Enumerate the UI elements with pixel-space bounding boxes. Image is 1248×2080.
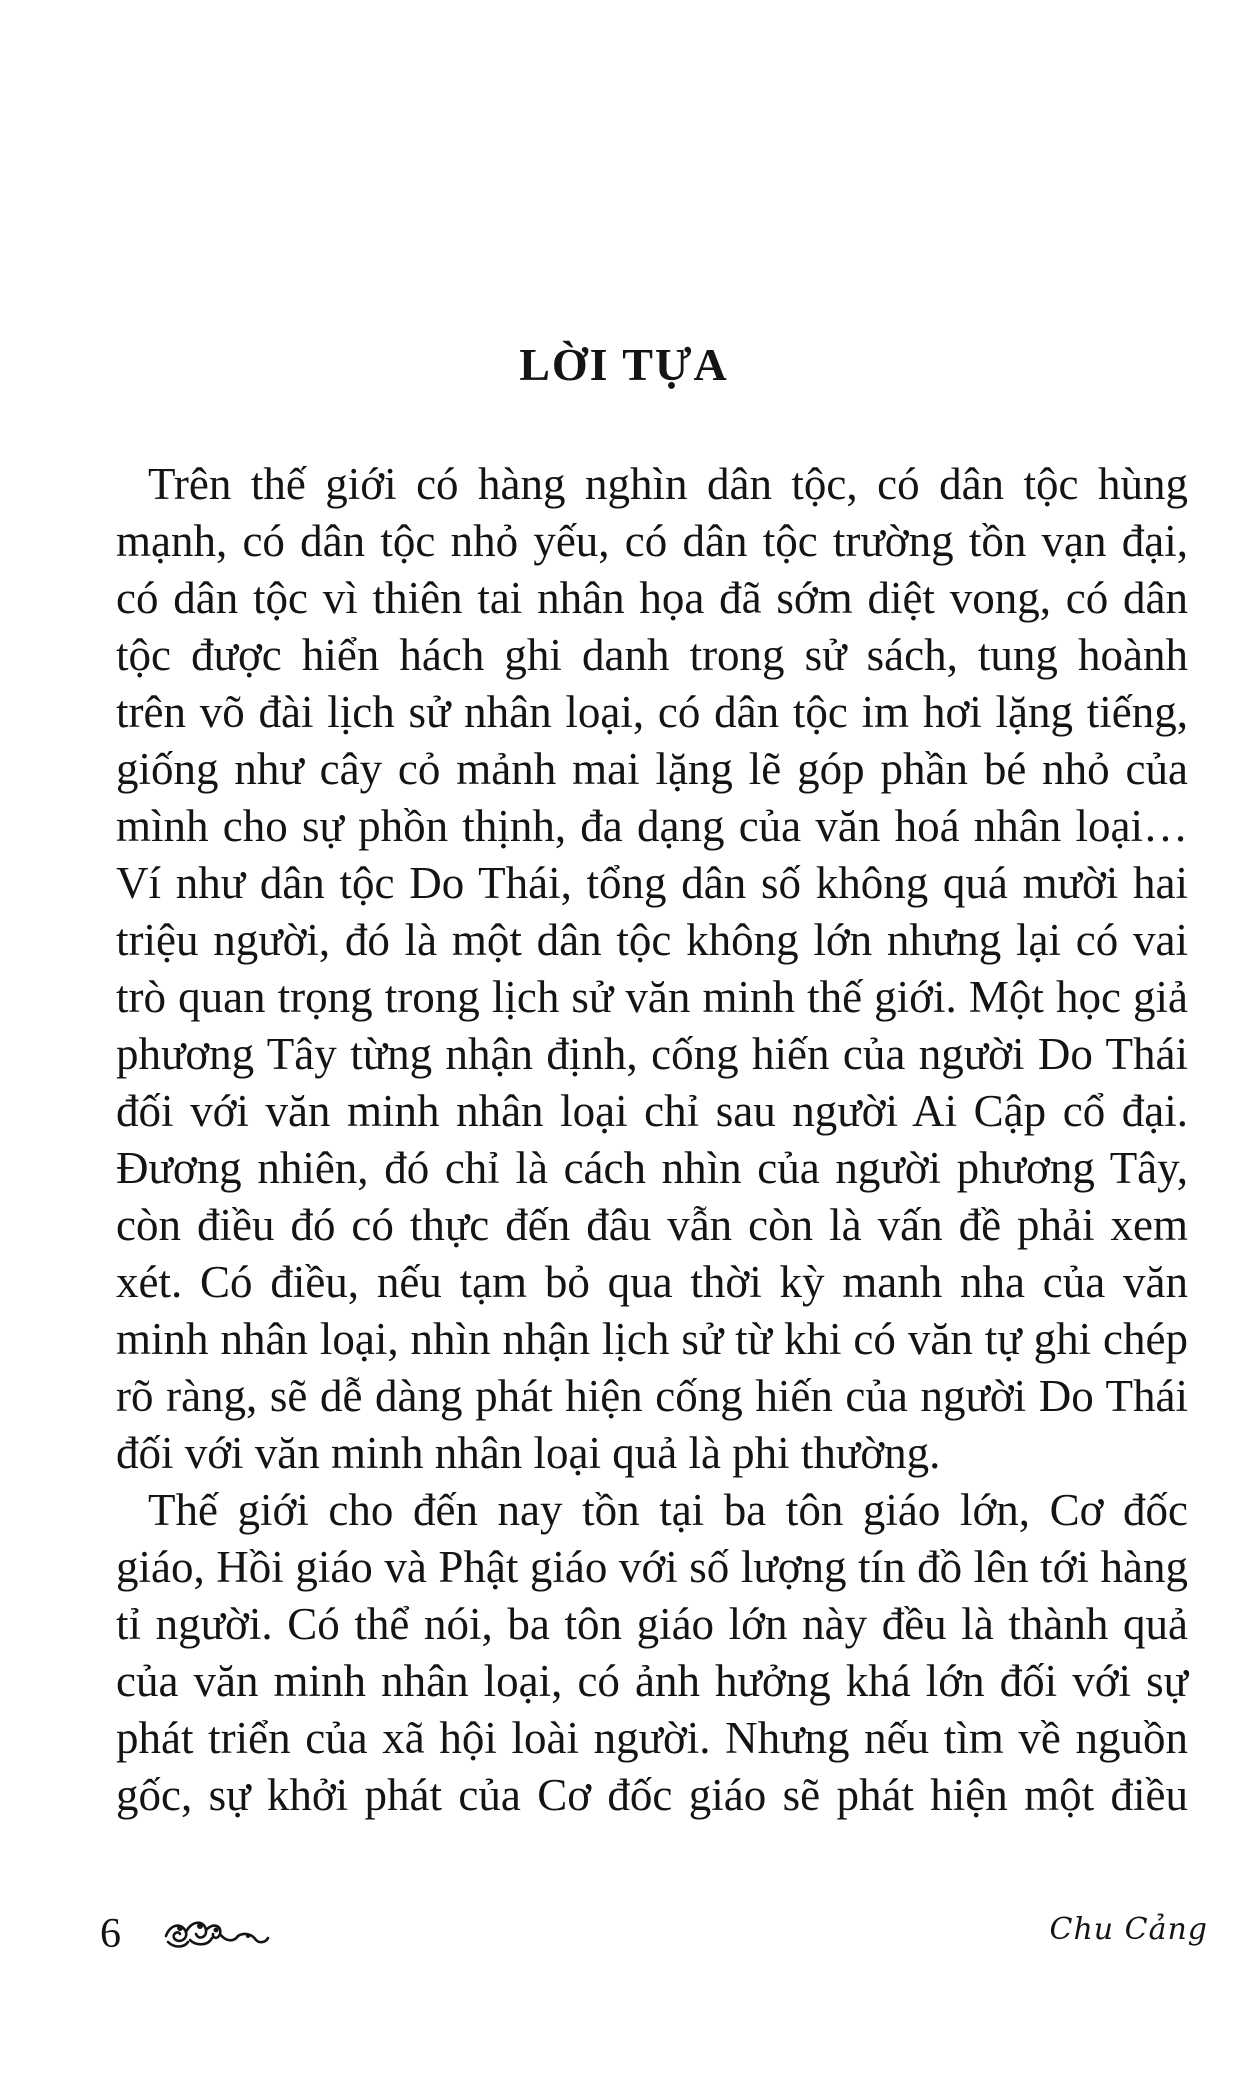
text-line: mạnh, có dân tộc nhỏ yếu, có dân tộc trường tồn vạn đại,: [116, 516, 1188, 566]
text-line: mình cho sự phồn thịnh, đa dạng của văn hoá nhân loại…: [116, 801, 1188, 851]
text-line: gốc, sự khởi phát của Cơ đốc giáo sẽ phát hiện một điều: [116, 1770, 1188, 1820]
text-line: đối với văn minh nhân loại quả là phi thường.: [116, 1428, 941, 1478]
text-line: của văn minh nhân loại, có ảnh hưởng khá lớn đối với sự: [116, 1656, 1188, 1706]
body-text: [116, 456, 1188, 1824]
text-line: tộc được hiển hách ghi danh trong sử sách, tung hoành: [116, 630, 1188, 680]
text-line: xét. Có điều, nếu tạm bỏ qua thời kỳ manh nha của văn: [116, 1257, 1188, 1307]
text-line: trò quan trọng trong lịch sử văn minh thế giới. Một học giả: [116, 972, 1188, 1022]
text-line: minh nhân loại, nhìn nhận lịch sử từ khi có văn tự ghi chép: [116, 1314, 1188, 1364]
page-number: 6: [100, 1911, 121, 1957]
text-line: triệu người, đó là một dân tộc không lớn nhưng lại có vai: [116, 915, 1188, 965]
floral-ornament-icon: [160, 1912, 272, 1952]
text-line: có dân tộc vì thiên tai nhân họa đã sớm diệt vong, có dân: [116, 573, 1188, 623]
text-line: giáo, Hồi giáo và Phật giáo với số lượng tín đồ lên tới hàng: [116, 1542, 1188, 1592]
text-line: rõ ràng, sẽ dễ dàng phát hiện cống hiến của người Do Thái: [116, 1371, 1188, 1421]
text-line: Thế giới cho đến nay tồn tại ba tôn giáo lớn, Cơ đốc: [148, 1485, 1188, 1535]
text-line: phát triển của xã hội loài người. Nhưng nếu tìm về nguồn: [116, 1713, 1188, 1763]
chapter-title: LỜI TỰA: [519, 339, 729, 390]
paragraph-1: [116, 456, 1188, 1482]
text-line: Đương nhiên, đó chỉ là cách nhìn của người phương Tây,: [116, 1143, 1188, 1193]
paragraph-2: [116, 1482, 1188, 1824]
text-line: đối với văn minh nhân loại chỉ sau người Ai Cập cổ đại.: [116, 1086, 1188, 1136]
text-line: Trên thế giới có hàng nghìn dân tộc, có dân tộc hùng: [148, 459, 1188, 509]
text-line: giống như cây cỏ mảnh mai lặng lẽ góp phần bé nhỏ của: [116, 744, 1188, 794]
text-line: còn điều đó có thực đến đâu vẫn còn là vấn đề phải xem: [116, 1200, 1188, 1250]
text-line: Ví như dân tộc Do Thái, tổng dân số không quá mười hai: [116, 858, 1188, 908]
text-line: tỉ người. Có thể nói, ba tôn giáo lớn này đều là thành quả: [116, 1599, 1188, 1649]
text-line: trên võ đài lịch sử nhân loại, có dân tộc im hơi lặng tiếng,: [116, 687, 1188, 737]
author-name: Chu Cảng: [1049, 1912, 1208, 1947]
text-line: phương Tây từng nhận định, cống hiến của người Do Thái: [116, 1029, 1188, 1079]
